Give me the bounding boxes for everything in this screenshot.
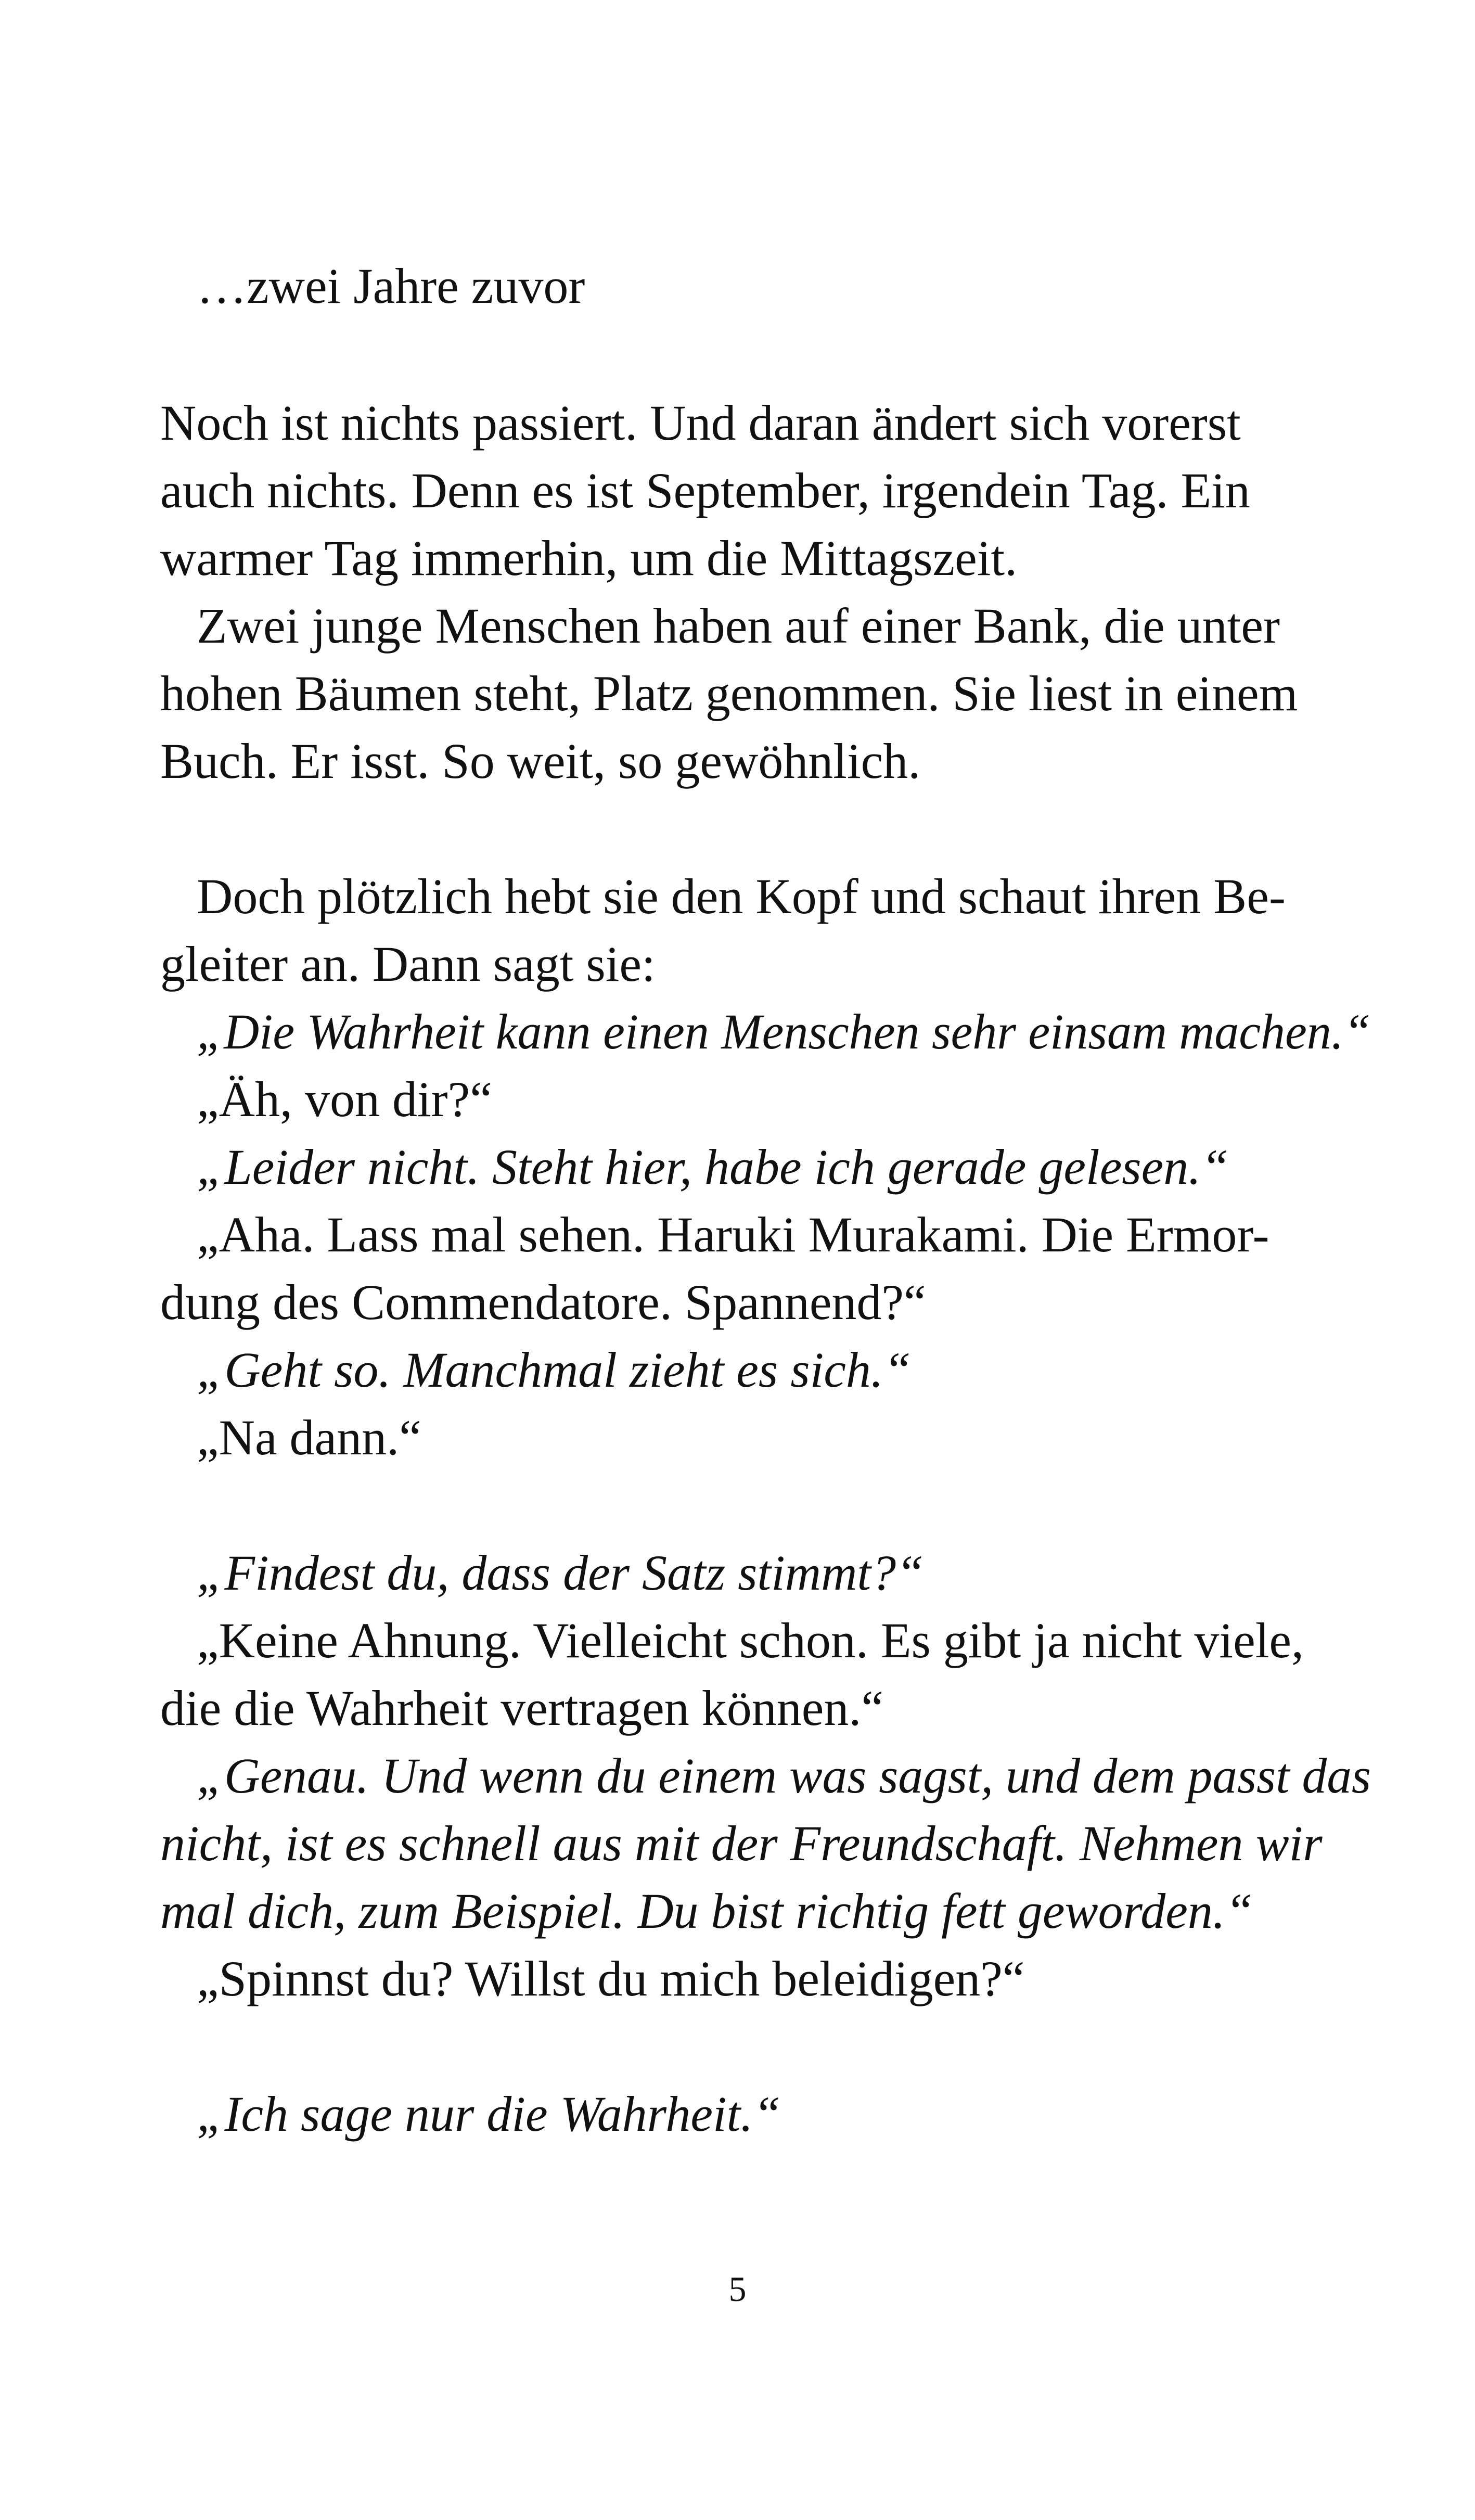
dialogue-line-him: „Na dann.“ xyxy=(197,1410,421,1465)
dialogue-line-her: mal dich, zum Beispiel. Du bist richtig fett geworden.“ xyxy=(160,1883,1253,1939)
text-line: Zwei junge Menschen haben auf einer Bank, die unter xyxy=(197,598,1280,654)
text-line: Doch plötzlich hebt sie den Kopf und schaut ihren Be- xyxy=(197,868,1286,924)
dialogue-line-her: „Ich sage nur die Wahrheit.“ xyxy=(197,2086,781,2142)
dialogue-line-her: „Geht so. Manchmal zieht es sich.“ xyxy=(197,1342,912,1398)
dialogue-line-him: „Spinnst du? Willst du mich beleidigen?“ xyxy=(197,1951,1025,2006)
dialogue-line-her: nicht, ist es schnell aus mit der Freundschaft. Nehmen wir xyxy=(160,1815,1323,1871)
dialogue-line-him: die die Wahrheit vertragen können.“ xyxy=(160,1680,883,1736)
text-line: hohen Bäumen steht, Platz genommen. Sie liest in einem xyxy=(160,666,1298,721)
section-heading: …zwei Jahre zuvor xyxy=(197,258,585,314)
dialogue-line-him: „Äh, von dir?“ xyxy=(197,1071,492,1127)
text-line: gleiter an. Dann sagt sie: xyxy=(160,936,656,992)
text-line: auch nichts. Denn es ist September, irgendein Tag. Ein xyxy=(160,463,1250,518)
text-line: Buch. Er isst. So weit, so gewöhnlich. xyxy=(160,733,921,789)
dialogue-line-her: „Genau. Und wenn du einem was sagst, und dem passt das xyxy=(197,1748,1371,1803)
page-number: 5 xyxy=(728,2269,747,2309)
dialogue-line-her: „Findest du, dass der Satz stimmt?“ xyxy=(197,1545,924,1601)
text-line: warmer Tag immerhin, um die Mittagszeit. xyxy=(160,530,1018,586)
dialogue-line-him: dung des Commendatore. Spannend?“ xyxy=(160,1274,926,1330)
dialogue-line-him: „Aha. Lass mal sehen. Haruki Murakami. Die Ermor- xyxy=(197,1207,1269,1262)
dialogue-line-her: „Die Wahrheit kann einen Menschen sehr einsam machen.“ xyxy=(197,1004,1371,1059)
dialogue-line-her: „Leider nicht. Steht hier, habe ich gerade gelesen.“ xyxy=(197,1139,1229,1195)
text-line: Noch ist nichts passiert. Und daran ändert sich vorerst xyxy=(160,395,1241,451)
dialogue-line-him: „Keine Ahnung. Vielleicht schon. Es gibt ja nicht viele, xyxy=(197,1613,1304,1668)
